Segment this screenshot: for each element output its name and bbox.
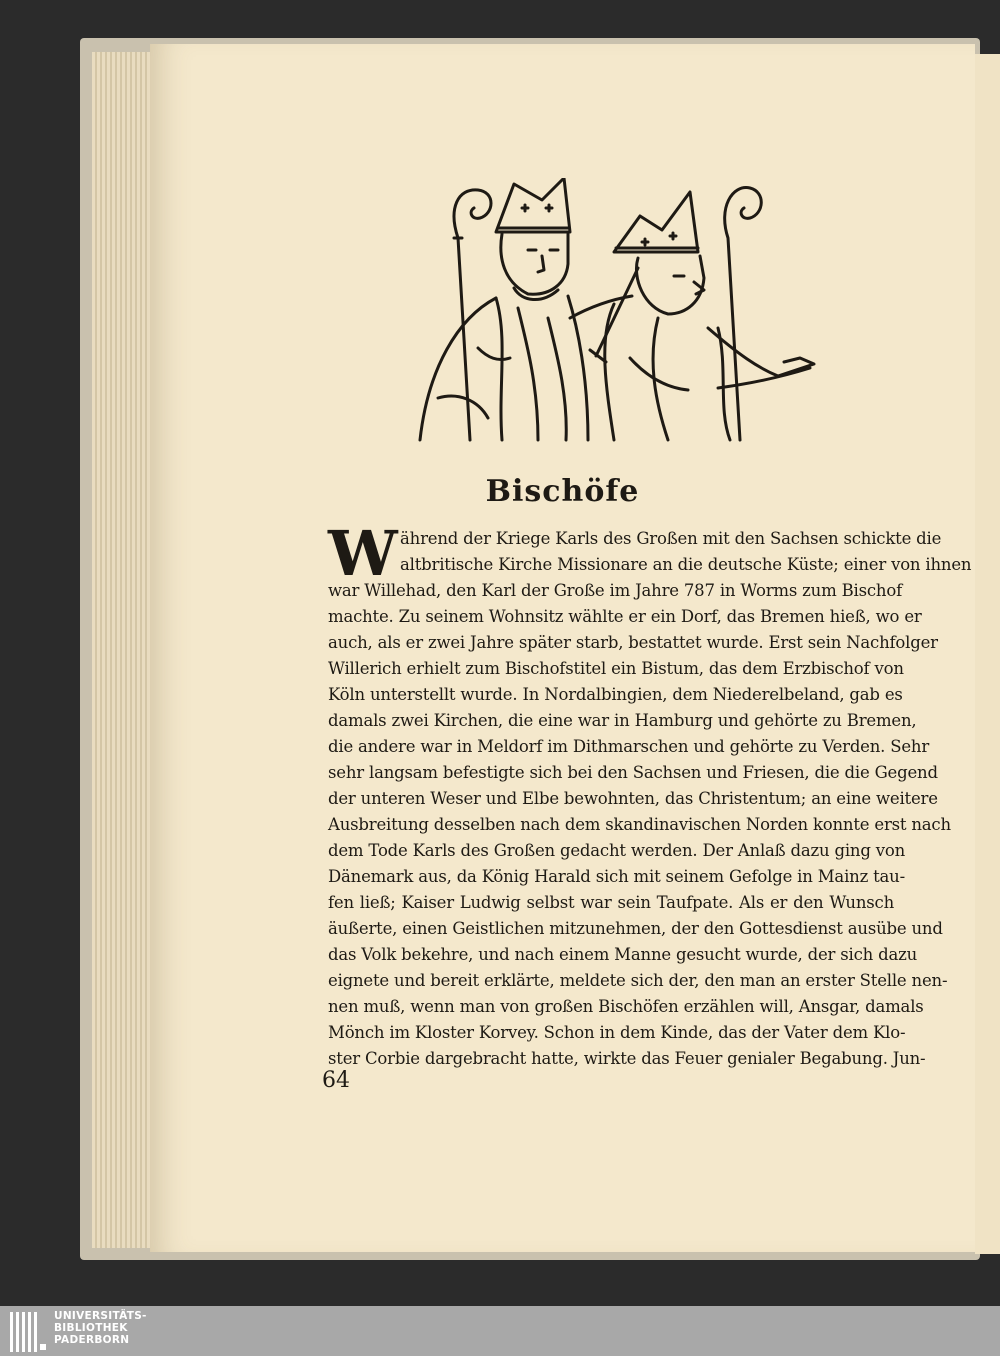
text-line: sehr langsam befestigte sich bei den Sachsen und Friesen, die die Gegend [328, 763, 938, 782]
text-line: eignete und bereit erklärte, meldete sich der, den man an erster Stelle nen- [328, 971, 948, 990]
text-line: dem Tode Karls des Großen gedacht werden. Der Anlaß dazu ging von [328, 841, 906, 860]
library-name-line3: PADERBORN [54, 1334, 130, 1346]
text-line: das Volk bekehre, und nach einem Manne gesucht wurde, der sich dazu [328, 945, 918, 964]
page-title: Bischöfe [485, 474, 640, 509]
page-number: 64 [322, 1068, 350, 1093]
bishops-woodcut-illustration [418, 178, 818, 446]
text-line: Mönch im Kloster Korvey. Schon in dem Kinde, das der Vater dem Klo- [328, 1023, 906, 1042]
library-logo-icon [10, 1310, 50, 1354]
text-line: Ausbreitung desselben nach dem skandinavischen Norden konnte erst nach [328, 815, 951, 834]
text-line: ährend der Kriege Karls des Großen mit den Sachsen schickte die [400, 529, 942, 548]
text-line: der unteren Weser und Elbe bewohnten, das Christentum; an eine weitere [328, 789, 938, 808]
text-line: fen ließ; Kaiser Ludwig selbst war sein Taufpate. Als er den Wunsch [328, 893, 894, 912]
library-footer [0, 1306, 1000, 1356]
text-line: altbritische Kirche Missionare an die deutsche Küste; einer von ihnen [400, 555, 972, 574]
text-line: ster Corbie dargebracht hatte, wirkte das Feuer genialer Begabung. Jun- [328, 1049, 926, 1068]
text-line: auch, als er zwei Jahre später starb, bestattet wurde. Erst sein Nachfolger [328, 633, 938, 652]
library-name-line2: BIBLIOTHEK [54, 1322, 128, 1334]
text-line: die andere war in Meldorf im Dithmarschen und gehörte zu Verden. Sehr [328, 737, 930, 756]
library-name [54, 1310, 147, 1346]
drop-cap-initial: W [328, 517, 398, 590]
text-line: äußerte, einen Geistlichen mitzunehmen, der den Gottesdienst ausübe und [328, 919, 943, 938]
facing-page-edge [975, 54, 1000, 1254]
text-line: damals zwei Kirchen, die eine war in Hamburg und gehörte zu Bremen, [328, 711, 917, 730]
text-line: war Willehad, den Karl der Große im Jahre 787 in Worms zum Bischof [328, 581, 902, 600]
text-line: nen muß, wenn man von großen Bischöfen erzählen will, Ansgar, damals [328, 997, 924, 1016]
library-name-line1: UNIVERSITÄTS- [54, 1310, 147, 1322]
text-line: Köln unterstellt wurde. In Nordalbingien, dem Niederelbeland, gab es [328, 685, 903, 704]
text-line: Willerich erhielt zum Bischofstitel ein Bistum, das dem Erzbischof von [328, 659, 904, 678]
text-line: Dänemark aus, da König Harald sich mit seinem Gefolge in Mainz tau- [328, 867, 905, 886]
text-line: machte. Zu seinem Wohnsitz wählte er ein Dorf, das Bremen hieß, wo er [328, 607, 922, 626]
